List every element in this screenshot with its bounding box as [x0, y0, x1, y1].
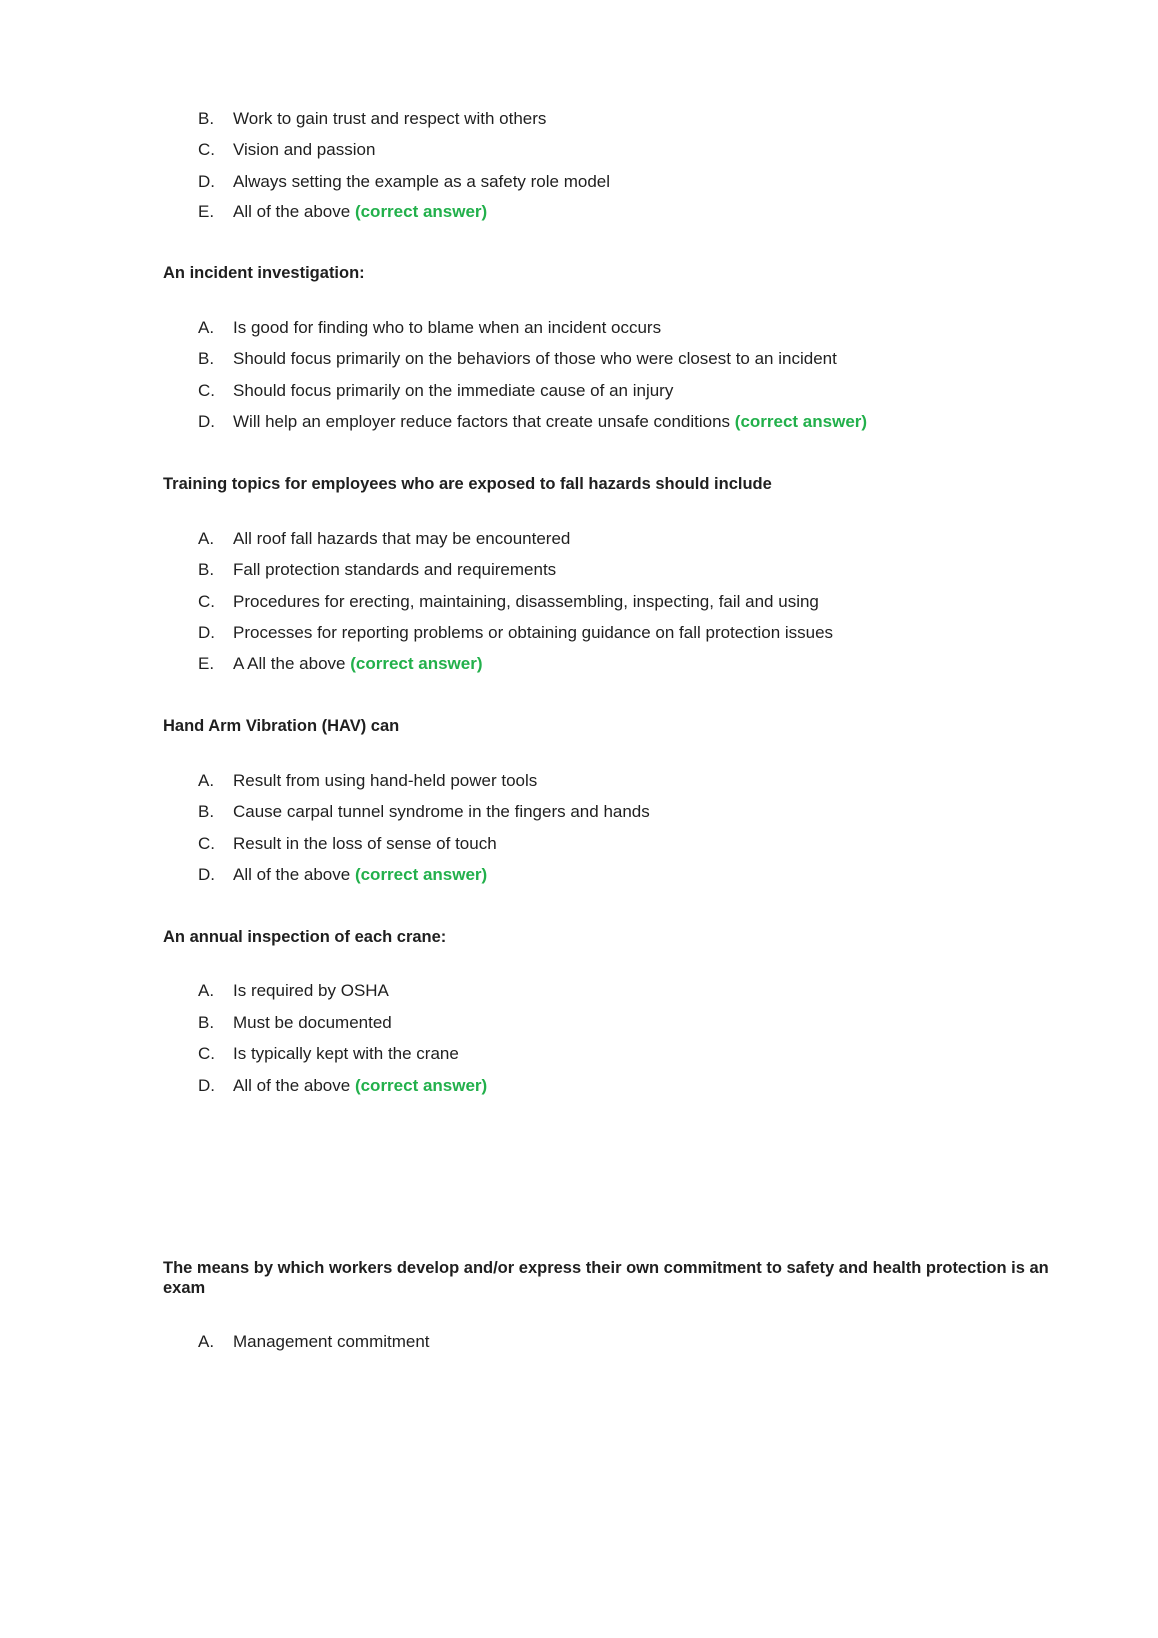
option-letter: C.: [198, 592, 215, 611]
option-letter: C.: [198, 140, 215, 159]
option-text: Result in the loss of sense of touch: [233, 834, 497, 853]
question-crane-inspection: An annual inspection of each crane:: [163, 928, 447, 946]
option-item: [198, 411, 867, 433]
option-item: [198, 171, 610, 193]
option-letter: A.: [198, 529, 215, 548]
option-letter: E.: [198, 654, 215, 673]
option-text: Always setting the example as a safety role model: [233, 172, 611, 191]
option-letter: D.: [198, 412, 215, 431]
question-worker-commitment: The means by which workers develop and/or express their own commitment to safety and health protection is an exam: [163, 1259, 1049, 1297]
option-text: Cause carpal tunnel syndrome in the fingers and hands: [233, 802, 650, 821]
option-text: All of the above: [233, 865, 351, 884]
option-letter: A.: [198, 771, 215, 790]
option-text: Result from using hand-held power tools: [233, 771, 538, 790]
option-item: [198, 380, 673, 402]
option-item: [198, 622, 833, 644]
option-text: Is typically kept with the crane: [233, 1044, 459, 1063]
option-item: [198, 1012, 392, 1034]
option-letter: A.: [198, 1332, 215, 1351]
option-item: [198, 980, 389, 1002]
option-text: All roof fall hazards that may be encountered: [233, 529, 571, 548]
option-letter: C.: [198, 381, 215, 400]
option-text: Should focus primarily on the behaviors of those who were closest to an incident: [233, 349, 837, 368]
option-item: [198, 528, 570, 550]
option-text: All of the above: [233, 202, 351, 221]
option-item: [198, 348, 837, 370]
option-text: Is required by OSHA: [233, 981, 389, 1000]
correct-answer-tag: (correct answer): [354, 865, 488, 884]
option-item: [198, 139, 375, 161]
option-letter: E.: [198, 202, 215, 221]
correct-answer-tag: (correct answer): [354, 202, 488, 221]
option-item: [198, 770, 537, 792]
option-item: [198, 653, 483, 675]
question-fall-hazard-training: Training topics for employees who are exposed to fall hazards should include: [163, 475, 772, 493]
option-text: Procedures for erecting, maintaining, disassembling, inspecting, fail and using: [233, 592, 819, 611]
option-item: [198, 833, 497, 855]
question-incident-investigation: An incident investigation:: [163, 264, 365, 282]
correct-answer-tag: (correct answer): [354, 1076, 488, 1095]
question-hand-arm-vibration: Hand Arm Vibration (HAV) can: [163, 717, 400, 735]
option-letter: D.: [198, 1076, 215, 1095]
option-item: [198, 1075, 487, 1097]
option-letter: C.: [198, 1044, 215, 1063]
option-letter: A.: [198, 981, 215, 1000]
option-text: Should focus primarily on the immediate cause of an injury: [233, 381, 674, 400]
option-letter: B.: [198, 802, 215, 821]
correct-answer-tag: (correct answer): [734, 412, 868, 431]
option-text: Processes for reporting problems or obtaining guidance on fall protection issues: [233, 623, 834, 642]
option-text: All of the above: [233, 1076, 351, 1095]
option-letter: C.: [198, 834, 215, 853]
option-item: [198, 108, 546, 130]
option-text: Work to gain trust and respect with others: [233, 109, 547, 128]
option-item: [198, 317, 661, 339]
option-item: [198, 559, 556, 581]
option-letter: B.: [198, 349, 215, 368]
option-letter: B.: [198, 560, 215, 579]
option-text: Will help an employer reduce factors that create unsafe conditions: [233, 412, 731, 431]
option-item: [198, 1331, 430, 1353]
option-text: Vision and passion: [233, 140, 376, 159]
option-item: [198, 801, 650, 823]
option-letter: A.: [198, 318, 215, 337]
option-item: [198, 864, 487, 886]
option-letter: D.: [198, 172, 215, 191]
option-letter: B.: [198, 1013, 215, 1032]
option-text: A All the above: [233, 654, 346, 673]
option-letter: B.: [198, 109, 215, 128]
correct-answer-tag: (correct answer): [350, 654, 483, 673]
option-letter: D.: [198, 623, 215, 642]
option-item: [198, 201, 487, 223]
option-item: [198, 591, 819, 613]
option-text: Fall protection standards and requirements: [233, 560, 557, 579]
option-item: [198, 1043, 459, 1065]
option-text: Is good for finding who to blame when an incident occurs: [233, 318, 662, 337]
option-letter: D.: [198, 865, 215, 884]
option-text: Management commitment: [233, 1332, 430, 1351]
option-text: Must be documented: [233, 1013, 392, 1032]
